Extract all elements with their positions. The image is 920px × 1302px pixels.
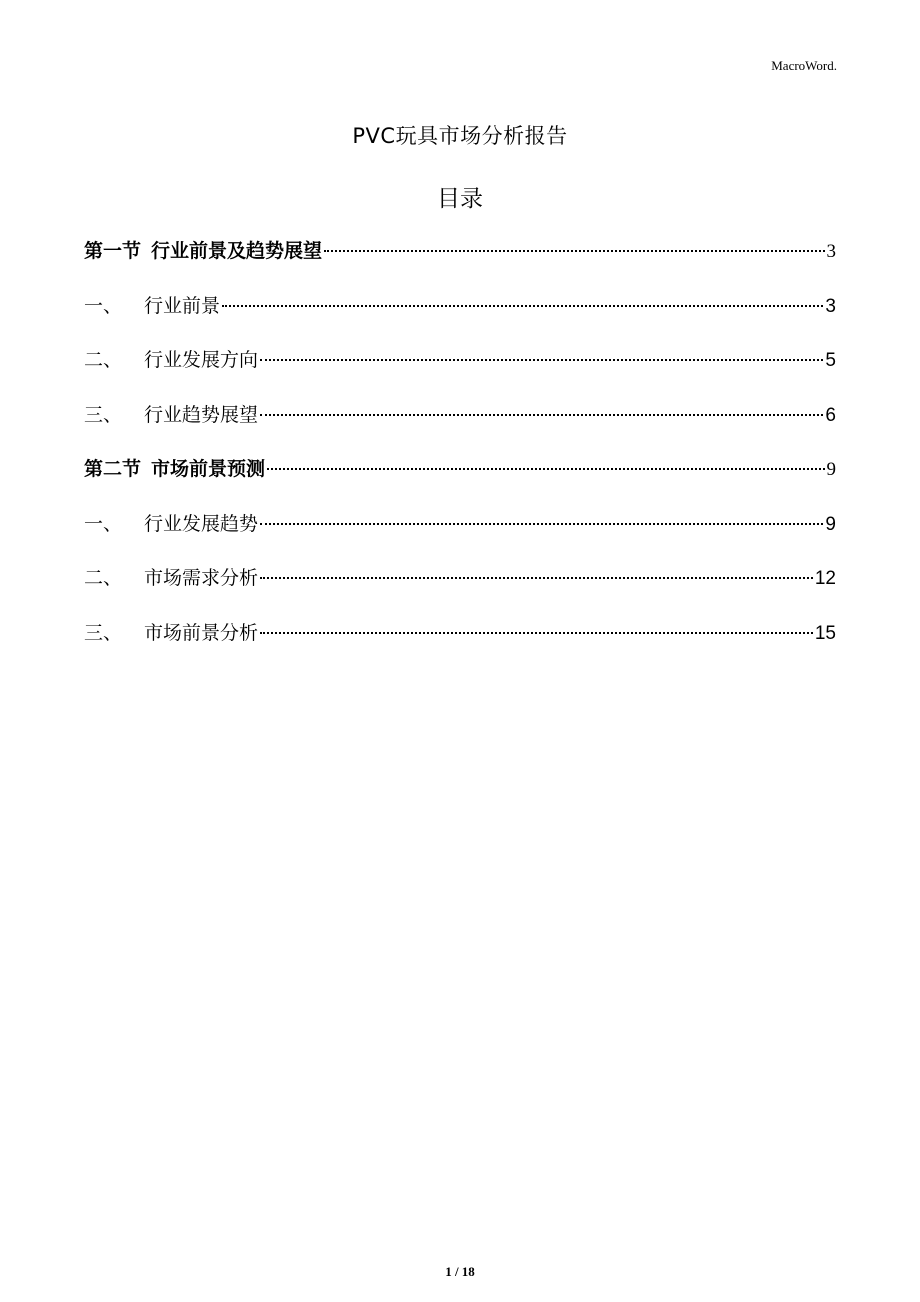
- toc-entry-page: 5: [825, 350, 836, 371]
- toc-entry-label: 市场前景分析: [144, 621, 259, 644]
- toc-entry-page: 3: [826, 241, 836, 262]
- document-title: PVC玩具市场分析报告: [352, 124, 568, 148]
- toc-entry-section[interactable]: [84, 341, 836, 396]
- toc-entry-page: 15: [814, 622, 836, 644]
- toc-entry-page: 3: [825, 295, 836, 317]
- toc-leader-dots: [260, 523, 823, 525]
- toc-entry-chapter-1[interactable]: [84, 232, 836, 287]
- header-brand: MacroWord.: [771, 58, 837, 73]
- toc-entry-number: 第一节: [84, 240, 142, 262]
- toc-entry-page: 6: [825, 404, 836, 426]
- toc-leader-dots: [260, 632, 813, 634]
- toc-leader-dots: [324, 250, 824, 252]
- toc-entry-page: 9: [825, 513, 836, 535]
- toc-entry-number: 一、: [84, 294, 123, 317]
- toc-entry-label: 市场需求分析: [144, 567, 259, 589]
- toc-entry-label: 行业前景: [144, 294, 221, 317]
- toc-leader-dots: [260, 359, 823, 361]
- toc-entry-number: 一、: [84, 512, 123, 535]
- toc-leader-dots: [222, 305, 823, 307]
- toc-leader-dots: [260, 577, 813, 579]
- toc-entry-page: 9: [826, 459, 836, 480]
- table-of-contents: [84, 232, 836, 668]
- toc-heading: 目录: [437, 186, 483, 212]
- toc-entry-section[interactable]: [84, 559, 836, 614]
- toc-entry-page: 12: [814, 568, 836, 589]
- toc-entry-section[interactable]: [84, 396, 836, 451]
- toc-entry-label: 行业趋势展望: [144, 403, 259, 426]
- toc-entry-label: 行业发展趋势: [144, 512, 259, 535]
- toc-entry-number: 三、: [84, 403, 123, 426]
- toc-leader-dots: [267, 468, 824, 470]
- toc-entry-number: 二、: [84, 349, 123, 371]
- toc-entry-section[interactable]: [84, 614, 836, 669]
- toc-leader-dots: [260, 414, 823, 416]
- toc-entry-label: 行业发展方向: [144, 349, 259, 371]
- footer-page-indicator: 1 / 18: [445, 1264, 475, 1279]
- toc-entry-chapter-2[interactable]: [84, 450, 836, 505]
- toc-entry-label: 行业前景及趋势展望: [151, 240, 323, 262]
- toc-entry-label: 市场前景预测: [151, 458, 266, 480]
- toc-entry-number: 二、: [84, 567, 123, 589]
- toc-entry-section[interactable]: [84, 287, 836, 342]
- toc-entry-section[interactable]: [84, 505, 836, 560]
- toc-entry-number: 三、: [84, 621, 123, 644]
- toc-entry-number: 第二节: [84, 458, 142, 480]
